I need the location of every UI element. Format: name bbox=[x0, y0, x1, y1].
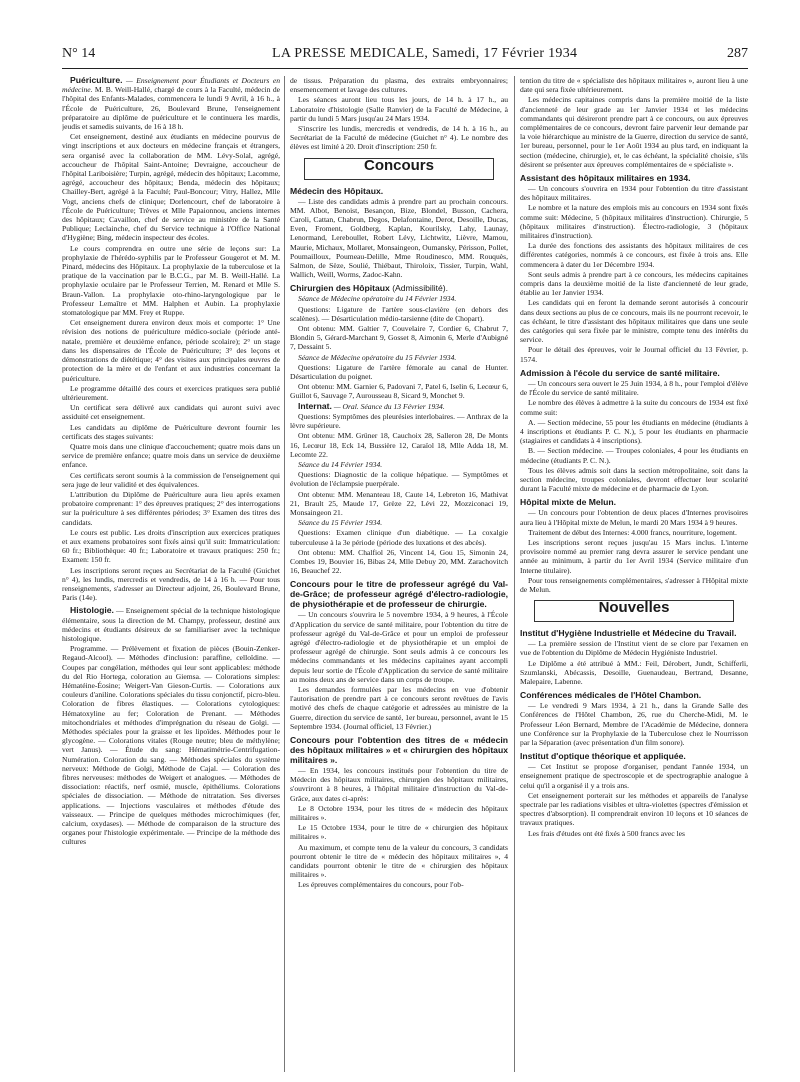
institut-optique-title: Institut d'optique théorique et appliquée. bbox=[520, 751, 686, 762]
paragraph: Au maximum, et compte tenu de la valeur du concours, 3 candidats pourront obtenir le titre de « médecin des hôpitaux militaires », 4 candidats pourront obtenir le titre de « chirurgien des hôpitaux militaires ». bbox=[290, 842, 508, 880]
paragraph: Les frais d'études ont été fixés à 500 francs avec les bbox=[528, 828, 685, 838]
page-number: 287 bbox=[727, 46, 748, 61]
histologie-intro bbox=[62, 606, 280, 643]
paragraph: Le 8 Octobre 1934, pour les titres de « médecin des hôpitaux militaires ». bbox=[290, 803, 508, 822]
chirurgien-subtitle: (Admissibilité). bbox=[392, 283, 449, 294]
paragraph: Les demandes formulées par les médecins en vue d'obtenir l'autorisation de prendre part à ce concours seront revêtues de l'avis motivé des chefs de chaque catégorie et adressées au ministre de la Guerre, direction du service de santé, 1er bureau, personnel, avant le 15 Septembre 1934. (Journal officiel, 13 Février.) bbox=[290, 684, 508, 731]
paragraph: — Le vendredi 9 Mars 1934, à 21 h., dans la Grande Salle des Conférences de l'Hôtel Chambon, 26, rue du Cherche-Midi, M. le Professeur Léon Bernard, Membre de l'Académie de Médecine, donnera une Conférence sur la Prophylaxie de la Tuberculose chez le Nourrisson par la Séparation (avec présentation d'un film sonore). bbox=[520, 701, 748, 747]
paragraph: Le 15 Octobre 1934, pour le titre de « chirurgien des hôpitaux militaires ». bbox=[290, 823, 508, 842]
paragraph: Quatre mois dans une clinique d'accouchement; quatre mois dans un service de première enfance; quatre mois dans un service de deuxième enfance. bbox=[62, 441, 280, 470]
paragraph: Traitement de début des Internes: 4.000 francs, nourriture, logement. bbox=[528, 527, 737, 537]
paragraph: — La première session de l'Institut vient de se clore par l'examen en vue de l'obtention du Diplôme de Médecin Hygiéniste Industriel. bbox=[520, 639, 748, 658]
paragraph: Questions: Diagnostic de la colique hépatique. — Symptômes et évolution de l'éclampsie puerpérale. bbox=[290, 470, 508, 489]
institut-hygiene-title: Institut d'Hygiène Industrielle et Médecine du Travail. bbox=[520, 628, 737, 639]
nouvelles-heading: Nouvelles bbox=[598, 599, 670, 617]
puericulture-lead: — Enseignement pour Étudiants et Docteurs en médecine. bbox=[62, 76, 280, 95]
paragraph: Le nombre et la nature des emplois mis au concours en 1934 sont fixés comme suit: Médecine, 5 (hôpitaux militaires d'instruction). Chirurgie, 5 (hôpitaux militaires d'instruction). Électro-radiologie, 3 (hôpitaux militaires d'instruction). bbox=[520, 203, 748, 241]
paragraph: La durée des fonctions des assistants des hôpitaux militaires de ces différentes catégories, nommés à ce concours, est fixée à trois ans. Elle commencera à dater du 1er Décembre 1934. bbox=[520, 241, 748, 269]
paragraph: Questions: Ligature de l'artère fémorale au canal de Hunter. Désarticulation du poignet. bbox=[290, 362, 508, 382]
paragraph: Les candidats qui en feront la demande seront autorisés à concourir dans deux sections au plus de ce concours, mais ils ne pourront recevoir, le cas échéant, le titre d'assistant des hôpitaux militaires que dans une seule des catégories qui sera fixée par le ministre, compte tenu des intérêts du service. bbox=[520, 298, 748, 345]
paragraph: Ont obtenu: MM. Chalfiol 26, Vincent 14, Gou 15, Simonin 24, Combes 19, Bouvier 16, Bibas 24, Mlle Debuy 20, MM. Zarachovitch 16, Beauchef 22. bbox=[290, 547, 508, 576]
paragraph: Ces certificats seront soumis à la commission de l'enseignement qui sera juge de leur validité et des équivalences. bbox=[62, 470, 280, 489]
column-1 bbox=[62, 76, 280, 1072]
internat-intro bbox=[290, 402, 508, 411]
chirurgien-title-text: Chirurgien des Hôpitaux bbox=[290, 283, 390, 294]
issue-number: N° 14 bbox=[62, 46, 96, 61]
paragraph: — Un concours pour l'obtention de deux places d'Internes provisoires aura lieu à l'Hôpital mixte de Melun, le mardi 20 Mars 1934 à 9 heures. bbox=[520, 508, 748, 527]
column-3 bbox=[520, 76, 748, 1072]
medecin-hopitaux-title: Médecin des Hôpitaux. bbox=[290, 185, 384, 196]
internat-title: Internat. bbox=[298, 400, 332, 411]
concours-heading-box bbox=[304, 158, 494, 180]
paragraph: Ont obtenu: MM. Galtier 7, Couvelaire 7, Cordier 6, Chabrut 7, Blondin 5, Gérard-Marchant 9, Gosset 8, Aimonin 6, Merle d'Aubigné 7, Dessaint 5. bbox=[290, 324, 508, 352]
assistant-title: Assistant des hôpitaux militaires en 1934. bbox=[520, 173, 691, 184]
column-divider bbox=[284, 76, 285, 1072]
admission-title: Admission à l'école du service de santé militaire. bbox=[520, 367, 720, 378]
paragraph: Le nombre des élèves à admettre à la suite du concours de 1934 est fixé comme suit: bbox=[520, 398, 748, 417]
paragraph: Cet enseignement durera environ deux mois et comporte: 1° Une révision des notions de puériculture médico-sociale (période anté-natale, première et deuxième enfance, période scolaire); 2° un stage dans les dispensaires de l'École de Puériculture; 3° des leçons et démonstrations de diététique; 4° des visites aux principales œuvres de protection de la mère et de l'enfant et aux industries concernant la puériculture. bbox=[62, 318, 280, 383]
header-rule bbox=[62, 68, 748, 69]
paragraph: de tissus. Préparation du plasma, des extraits embryonnaires; ensemencement et lavage des cultures. bbox=[290, 76, 508, 95]
paragraph: Le Diplôme a été attribué à MM.: Feil, Dérobert, Jundt, Schifferli, Szumlanski, Abécassis, Desoille, Guenaudeau, Bertrand, Desanne, Malepaire, Labenne. bbox=[520, 658, 748, 686]
concours-heading: Concours bbox=[363, 156, 434, 174]
histologie-programme: Programme. — Prélèvement et fixation de pièces (Bouin-Zenker-Regaud-Alcool). — Méthodes d'inclusion: paraffine, celloïdine. — Coupes par congélation, méthodes qui leur sont applicables: méthode du del Rio Hortega, coloration au Giemsa. — Colorations simples: Hématéine-Éosine; Weigert-Van Gieson-Curtis. — Colorations aux couleurs d'aniline. Colorations spéciales du tissu conjonctif, picro-bleu. Coloration de fibres élastiques. — Colorations cytologiques: Hématoxyline au fer; Coloration de Prenant. — Méthodes mitochondriales et méthodes d'imprégnation du réseau de Golgi. — Méthodes spéciales pour la graisse et les lipoïdes. Méthodes pour le glycogène. — Colorations vitales (Rouge neutre; bleu de méthylène; vert Janus). — Étude du sang: Hématimétrie-Centrifugation-Numération. Coloration du sang. — Méthodes spéciales du système nerveux: Méthode de Golgi, Méthode de Cajal. — Coloration des fibres nerveuses: méthodes de Weigert et analogues. — Méthodes de dissociation: réactifs, nerf osmié, muscle, épithéliums. Colorations spéciales de dissociation. — Méthode de nitratation. Ses diverses applications. — Injections vasculaires et méthodes d'étude des vaisseaux. — Principe de quelques méthodes microchimiques (fer, calcium, oxydases). — Méthode de comparaison de la structure des organes pour l'histologie expérimentale. — Principe de la méthode des cultures bbox=[62, 644, 280, 847]
paragraph: Cet enseignement porterait sur les méthodes et appareils de l'analyse spectrale par les radiations visibles et ultra-violettes (spectres d'émission et spectres d'absorption). Il comprendrait environ 10 leçons et 10 séances de travaux pratiques. bbox=[520, 790, 748, 828]
paragraph: A. — Section médecine, 55 pour les étudiants en médecine (étudiants à 4 inscriptions et étudiants P. C. N.), 5 pour les étudiants en pharmacie (stagiaires et candidats à 4 inscriptions). bbox=[520, 417, 748, 446]
chirurgien-hopitaux-title bbox=[290, 283, 508, 293]
paragraph: Les inscriptions seront reçues au Secrétariat de la Faculté (Guichet n° 4), les lundis, mercredis et vendredis, de 14 à 16 h. — Pour tous renseignements, s'adresser au Directeur adjoint, 26, Boulevard Brune, Paris (14e). bbox=[62, 565, 280, 603]
page-header bbox=[62, 46, 748, 68]
paragraph: — Un concours sera ouvert le 25 Juin 1934, à 8 h., pour l'emploi d'élève de l'École du service de santé militaire. bbox=[520, 378, 748, 398]
paragraph: B. — Section médecine. — Troupes coloniales, 4 pour les étudiants en médecine (étudiants P. C. N.). bbox=[520, 446, 748, 465]
paragraph: S'inscrire les lundis, mercredis et vendredis, de 14 h. à 16 h., au Secrétariat de la Faculté de médecine (Guichet n° 4). Le nombre des élèves est limité à 20. Droit d'inscription: 250 fr. bbox=[290, 124, 508, 152]
paragraph: Les candidats au diplôme de Puériculture devront fournir les certificats des stages suivants: bbox=[62, 422, 280, 441]
column-2 bbox=[290, 76, 508, 1072]
paragraph: Questions: Examen clinique d'un diabétique. — La coxalgie tuberculeuse à la 3e période (période des luxations et des abcès). bbox=[290, 528, 508, 547]
paragraph: — Un concours s'ouvrira le 5 novembre 1934, à 9 heures, à l'École d'Application du service de santé militaire, pour l'obtention du titre de professeur agrégé du Val-de-Grâce et pour un emploi de professeur agrégé d'électro-radiologie et de physiothérapie et un emploi de professeur agrégé de chirurgie. Sont seuls admis à ce concours les médecins commandants et les médecins capitaines ayant accompli depuis leur sortie de l'École d'Application du service de santé militaire au moins deux ans de service dans un corps de troupe. bbox=[290, 610, 508, 684]
paragraph: Tous les élèves admis soit dans la section métropolitaine, soit dans la section médecine, troupes coloniales, devront effectuer leur scolarité durant la Faculté mixte de médecine et de pharmacie de Lyon. bbox=[520, 465, 748, 494]
paragraph: Sont seuls admis à prendre part à ce concours, les médecins capitaines compris dans la deuxième moitié de la liste d'ancienneté de leur grade, établie au 1er Janvier 1934. bbox=[520, 269, 748, 298]
paragraph: Le programme détaillé des cours et exercices pratiques sera publié ultérieurement. bbox=[62, 383, 280, 402]
paragraph: Le cours comprendra en outre une série de leçons sur: La prophylaxie de l'hérédo-syphilis par le Professeur Gougerot et M. M. Pinard, médecins des Hôpitaux. La prophylaxie de la tuberculose et la pratique de la vaccination par le B.C.G., par M. B. Weill-Hallé. La prophylaxie oculaire par le Professeur Terrien, M. Renard et Mlle S. Braun-Vallon. La prophylaxie oto-rhino-laryngologique par le Professeur Lemaître et MM. Halphen et Aubin. La prophylaxie stomatologique par MM. Frey et Ruppe. bbox=[62, 243, 280, 318]
paragraph: tention du titre de « spécialiste des hôpitaux militaires », auront lieu à une date qui sera fixée ultérieurement. bbox=[520, 76, 748, 95]
section-title-histologie: Histologie. bbox=[70, 605, 114, 616]
section-title-puericulture: Puériculture. bbox=[70, 76, 123, 85]
paragraph: Cet enseignement, destiné aux étudiants en médecine pourvus de vingt inscriptions et aux docteurs en médecine français et étrangers, sera organisé avec la collaboration de MM. Lévy-Solal, agrégé, accoucheur de l'hôpital Saint-Antoine; Devraigne, accoucheur de l'hôpital Lariboisière; Turpin, agrégé, médecin des hôpitaux; Lacomme, agrégé, accoucheur des hôpitaux; Benda, médecin des hôpitaux; Chailley-Bert, agrégé à la Faculté; Paul-Boncour; Vitry, Hallez, Mlle Vogt, anciens chefs de clinique; Dorlencourt, chef de laboratoire à l'École de Puériculture; Trèves et Mlle Papaionnou, anciens internes des hôpitaux; Cavaillon, chef de service au ministère de la Santé Publique; Leclainche, chef du Service technique à l'Office National d'Hygiène; Bing, médecin inspecteur des écoles. bbox=[62, 132, 280, 243]
paragraph: — Cet Institut se propose d'organiser, pendant l'année 1934, un enseignement pratique de spectroscopie et de spectrographie analogue à celui qu'il a organisé il y a trois ans. bbox=[520, 762, 748, 790]
paragraph: Les séances auront lieu tous les jours, de 14 h. à 17 h., au Laboratoire d'histologie (Salle Ranvier) de la Faculté de Médecine, à partir du lundi 5 Mars jusqu'au 24 Mars 1934. bbox=[290, 95, 508, 123]
seance-line: Séance de Médecine opératoire du 15 Février 1934. bbox=[298, 352, 457, 362]
histologie-lead: — Enseignement spécial de la technique histologique élémentaire, sous la direction de M. Champy, professeur, destiné aux médecins et étudiants désireux de se familiariser avec la technique histologique. bbox=[62, 606, 280, 643]
seance-line: Séance du 14 Février 1934. bbox=[298, 459, 383, 469]
paragraph: Les épreuves complémentaires du concours, pour l'ob- bbox=[298, 880, 464, 890]
paragraph: Les médecins capitaines compris dans la première moitié de la liste d'ancienneté de leur grade au 1er Janvier 1934 et les médecins commandants qui désireront prendre part à ce concours, ou aux épreuves complémentaires de ce concours, devront faire parvenir leur demande par la voie hiérarchique au ministre de la Guerre, direction du service de santé, 1er bureau, personnel, pour le 1er Août 1934 au plus tard, en indiquant la section (médecine, chirurgie), et, le cas échéant, la spécialité choisie, s'ils désirent se présenter aux épreuves complémentaires de « spécialiste ». bbox=[520, 95, 748, 169]
conferences-title: Conférences médicales de l'Hôtel Chambon. bbox=[520, 690, 702, 701]
puericulture-intro bbox=[62, 76, 280, 131]
melun-title: Hôpital mixte de Melun. bbox=[520, 497, 616, 508]
paragraph: Ont obtenu: MM. Menanteau 18, Caute 14, Lebreton 16, Mathivat 21, Brault 25, Maude 17, Grèze 22, Lévi 22, Mozziconaci 19, Monsaingeon 21. bbox=[290, 489, 508, 517]
journal-title: LA PRESSE MEDICALE, Samedi, 17 Février 1934 bbox=[272, 46, 578, 61]
column-divider bbox=[514, 76, 515, 1072]
paragraph: — Un concours s'ouvrira en 1934 pour l'obtention du titre d'assistant des hôpitaux militaires. bbox=[520, 184, 748, 203]
paragraph: Un certificat sera délivré aux candidats qui auront suivi avec assiduité cet enseignement. bbox=[62, 403, 280, 422]
paragraph: Ont obtenu: MM. Garnier 6, Padovani 7, Patel 6, Iselin 6, Lecœur 6, Guillot 6, Sauvage 7, Aurousseau 8, Sicard 9, Monchet 9. bbox=[290, 382, 508, 401]
seance-line: — Oral. Séance du 13 Février 1934. bbox=[333, 401, 445, 411]
paragraph: Questions: Ligature de l'artère sous-clavière (en dehors des scalènes). — Désarticulation médio-tarsienne (dite de Chopart). bbox=[290, 304, 508, 323]
seance-line: Séance du 15 Février 1934. bbox=[298, 518, 383, 528]
hopitaux-militaires-title: Concours pour l'obtention des titres de « médecin des hôpitaux militaires » et « chirurgien des hôpitaux militaires ». bbox=[290, 734, 508, 765]
professeur-agrege-title: Concours pour le titre de professeur agrégé du Val-de-Grâce; de professeur agrégé d'électro-radiologie, de physiothérapie et de professeur de chirurgie. bbox=[290, 579, 508, 610]
puericulture-text: M. B. Weill-Hallé, chargé de cours à la Faculté, médecin de l'hôpital des Enfants-Malades, commencera le lundi 9 Avril, à 16 h., à l'École de Puériculture, 26, Boulevard Brune, l'enseignement préparatoire au diplôme de puériculture et le continuera les mardis, jeudis et samedis suivants, de 16 à 18 h. bbox=[62, 85, 280, 132]
nouvelles-heading-box bbox=[534, 600, 734, 622]
paragraph: Questions: Symptômes des pleurésies interlobaires. — Anthrax de la lèvre supérieure. bbox=[290, 411, 508, 431]
paragraph: L'attribution du Diplôme de Puériculture aura lieu après examen probatoire comprenant: 1° des épreuves pratiques; 2° des interrogations sur la puériculture à ses différentes périodes; 3° Examen des titres des candidats. bbox=[62, 489, 280, 527]
paragraph: — Liste des candidats admis à prendre part au prochain concours. MM. Albot, Benoist, Besançon, Bize, Blondel, Busson, Cachera, Caroli, Cattan, Chabrun, Degos, Delafontaine, Derot, Desoille, Ducas, Even, Froment, Goldberg, Kaplan, Kourilsky, Lahy, Launay, Lenormand, Lereboullet, Robert Lévy, Lichtwitz, Lièvre, Mamou, Maurie, Michaux, Mollaret, Monsaingeon, Oumansky, Périsson, Pollet, Poumailloux, Poumeau-Delille, Mme Roudinesco, MM. Rouquès, Salmon, de Sèze, Soulié, Thiébaut, Thiroloix, Tissier, Turpin, Wahl, Wallich, Weill, Worms, Zadoc-Kahn. bbox=[290, 196, 508, 280]
paragraph: — En 1934, les concours institués pour l'obtention du titre de Médecin des hôpitaux militaires, chirurgien des hôpitaux militaires, s'ouvriront à 8 heures, à l'hôpital militaire d'instruction du Val-de-Grâce, aux dates ci-après: bbox=[290, 765, 508, 803]
paragraph: Pour tous renseignements complémentaires, s'adresser à l'Hôpital mixte de Melun. bbox=[520, 575, 748, 594]
paragraph: Pour le détail des épreuves, voir le Journal officiel du 13 Février, p. 1574. bbox=[520, 345, 748, 364]
paragraph: Les inscriptions seront reçues jusqu'au 15 Mars inclus. L'interne provisoire nommé au premier rang devra assurer le service pendant une année au minimum, à partir du 1er Avril 1934 (Service militaire d'un Interne titulaire). bbox=[520, 537, 748, 575]
paragraph: Le cours est public. Les droits d'inscription aux exercices pratiques et aux examens probatoires sont fixés ainsi qu'il suit: Immatriculation: 60 fr.; Bibliothèque: 40 fr.; Laboratoire et travaux pratiques: 250 fr.; Examen: 150 fr. bbox=[62, 527, 280, 565]
paragraph: Ont obtenu: MM. Grüner 18, Cauchoix 28, Salleron 28, De Monts 16, Lecœur 18, Eck 14, Bussière 12, Caraïol 18, Mlle Adda 18, M. Lecomte 22. bbox=[290, 431, 508, 459]
seance-line: Séance de Médecine opératoire du 14 Février 1934. bbox=[298, 294, 457, 304]
